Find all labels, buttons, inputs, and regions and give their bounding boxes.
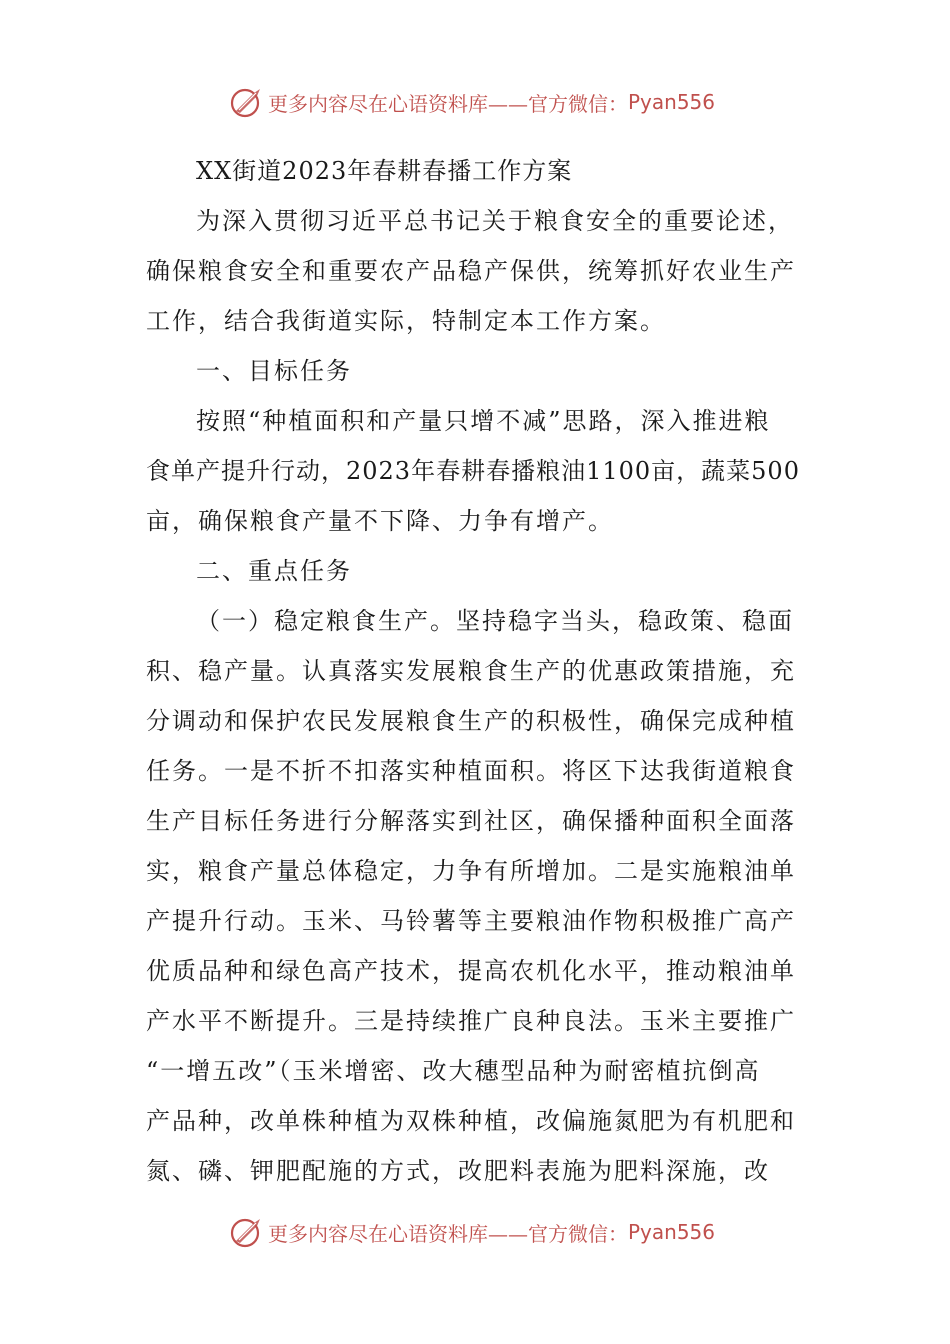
- document-title: XX街道2023年春耕春播工作方案: [196, 157, 573, 185]
- watermark-banner-top: [230, 82, 750, 122]
- watermark-text: 更多内容尽在心语资料库——官方微信：: [268, 1221, 628, 1246]
- paragraph-line: 亩，确保粮食产量不下降、力争有增产。: [146, 507, 614, 535]
- quill-logo-icon: [230, 85, 264, 119]
- paragraph-line: 为深入贯彻习近平总书记关于粮食安全的重要论述，: [196, 207, 794, 235]
- paragraph-line: 食单产提升行动，2023年春耕春播粮油1100亩，蔬菜500: [146, 457, 800, 485]
- paragraph-line: （一）稳定粮食生产。坚持稳字当头，稳政策、稳面: [196, 607, 794, 635]
- watermark-text: 更多内容尽在心语资料库——官方微信：: [268, 91, 628, 116]
- paragraph-line: 工作，结合我街道实际，特制定本工作方案。: [146, 307, 666, 335]
- paragraph-line: 确保粮食安全和重要农产品稳产保供，统筹抓好农业生产: [146, 257, 796, 285]
- watermark-banner-bottom: [230, 1212, 750, 1252]
- watermark-wechat-id: Pyan556: [628, 1220, 716, 1244]
- quill-logo-icon: [230, 1215, 264, 1249]
- section-heading: 一、目标任务: [196, 357, 352, 385]
- paragraph-line: 分调动和保护农民发展粮食生产的积极性，确保完成种植: [146, 707, 796, 735]
- paragraph-line: 产品种，改单株种植为双株种植，改偏施氮肥为有机肥和: [146, 1107, 796, 1135]
- paragraph-line: 按照“种植面积和产量只增不减”思路，深入推进粮: [196, 407, 771, 435]
- paragraph-line: 积、稳产量。认真落实发展粮食生产的优惠政策措施，充: [146, 657, 796, 685]
- paragraph-line: 氮、磷、钾肥配施的方式，改肥料表施为肥料深施，改: [146, 1157, 770, 1185]
- paragraph-line: “一增五改”（玉米增密、改大穗型品种为耐密植抗倒高: [146, 1057, 761, 1085]
- paragraph-line: 生产目标任务进行分解落实到社区，确保播种面积全面落: [146, 807, 796, 835]
- watermark-wechat-id: Pyan556: [628, 90, 716, 114]
- section-heading: 二、重点任务: [196, 557, 352, 585]
- paragraph-line: 产水平不断提升。三是持续推广良种良法。玉米主要推广: [146, 1007, 796, 1035]
- paragraph-line: 实，粮食产量总体稳定，力争有所增加。二是实施粮油单: [146, 857, 796, 885]
- paragraph-line: 产提升行动。玉米、马铃薯等主要粮油作物积极推广高产: [146, 907, 796, 935]
- document-body: [146, 146, 810, 1196]
- paragraph-line: 任务。一是不折不扣落实种植面积。将区下达我街道粮食: [146, 757, 796, 785]
- paragraph-line: 优质品种和绿色高产技术，提高农机化水平，推动粮油单: [146, 957, 796, 985]
